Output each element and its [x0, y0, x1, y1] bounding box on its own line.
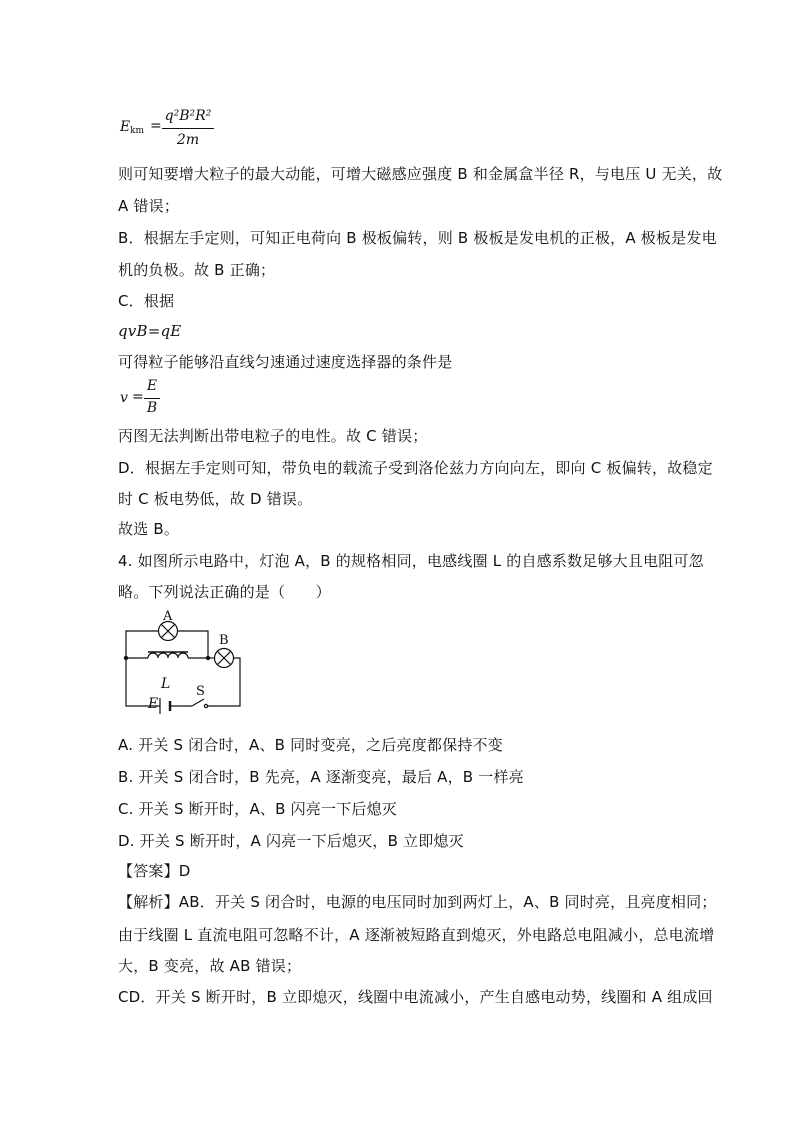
formula-v-numerator: E	[146, 378, 158, 394]
switch-s	[192, 699, 208, 708]
formula-ekm-sub: km	[130, 126, 144, 136]
lamp-b	[215, 649, 234, 668]
formula-v-bar	[144, 398, 160, 399]
option-c: C. 开关 S 断开时，A、B 闪亮一下后熄灭	[118, 800, 397, 818]
label-l: L	[161, 676, 171, 692]
formula-v	[118, 378, 178, 418]
text-line-11: 时 C 板电势低，故 D 错误。	[118, 490, 313, 508]
formula-ekm-bar	[162, 128, 214, 129]
label-a: A	[163, 609, 173, 624]
formula-ekm	[118, 108, 228, 152]
formula-ekm-numerator: q²B²R²	[164, 108, 212, 124]
battery-e	[160, 698, 170, 714]
junction-right	[206, 656, 210, 660]
question-4-line-2: 略。下列说法正确的是（ ）	[118, 583, 331, 601]
text-line-2: A 错误；	[118, 197, 180, 215]
text-line-5: C．根据	[118, 292, 175, 310]
formula-ekm-denominator: 2m	[176, 132, 200, 148]
label-s: S	[196, 684, 205, 699]
formula-v-denominator: B	[146, 400, 158, 416]
text-line-4: 机的负极。故 B 正确；	[118, 261, 276, 279]
text-line-12: 故选 B。	[118, 520, 180, 538]
question-4-line-1: 4. 如图所示电路中，灯泡 A，B 的规格相同，电感线圈 L 的自感系数足够大且电阻可忽	[118, 552, 704, 570]
junction-left	[124, 656, 128, 660]
formula-ekm-lhs: E	[120, 119, 131, 135]
option-b: B. 开关 S 闭合时，B 先亮，A 逐渐变亮，最后 A，B 一样亮	[118, 768, 524, 786]
option-d: D. 开关 S 断开时，A 闪亮一下后熄灭，B 立即熄灭	[118, 832, 464, 850]
analysis-line-3: 大，B 变亮，故 AB 错误；	[118, 957, 302, 975]
text-line-10: D．根据左手定则可知，带负电的载流子受到洛伦兹力方向向左，即向 C 板偏转，故稳定	[118, 459, 713, 477]
analysis-line-4: CD．开关 S 断开时，B 立即熄灭，线圈中电流减小，产生自感电动势，线圈和 A 组成回	[118, 988, 713, 1006]
text-line-1: 则可知要增大粒子的最大动能，可增大磁感应强度 B 和金属盒半径 R，与电压 U 无关，故	[118, 165, 723, 183]
analysis-line-2: 由于线圈 L 直流电阻可忽略不计，A 逐渐被短路直到熄灭，外电路总电阻减小，总电流增	[118, 926, 715, 944]
label-e: E	[148, 696, 159, 712]
lamp-a	[159, 622, 178, 641]
inductor-l	[148, 652, 188, 658]
analysis-line-1: 【解析】AB．开关 S 闭合时，电源的电压同时加到两灯上，A、B 同时亮，且亮度相同；	[118, 893, 717, 911]
text-line-3: B．根据左手定则，可知正电荷向 B 极板偏转，则 B 极板是发电机的正极，A 极板是发电	[118, 229, 717, 247]
formula-v-eq: =	[132, 389, 144, 405]
text-line-9: 丙图无法判断出带电粒子的电性。故 C 错误；	[118, 427, 428, 445]
answer-line: 【答案】D	[118, 862, 191, 880]
formula-qvb: qvB=qE	[118, 322, 182, 340]
formula-ekm-eq: =	[150, 118, 162, 134]
formula-v-lhs: v	[120, 390, 128, 406]
text-line-7: 可得粒子能够沿直线匀速通过速度选择器的条件是	[118, 353, 453, 371]
circuit-diagram	[118, 606, 253, 716]
option-a: A. 开关 S 闭合时，A、B 同时变亮，之后亮度都保持不变	[118, 736, 503, 754]
label-b: B	[219, 633, 229, 648]
